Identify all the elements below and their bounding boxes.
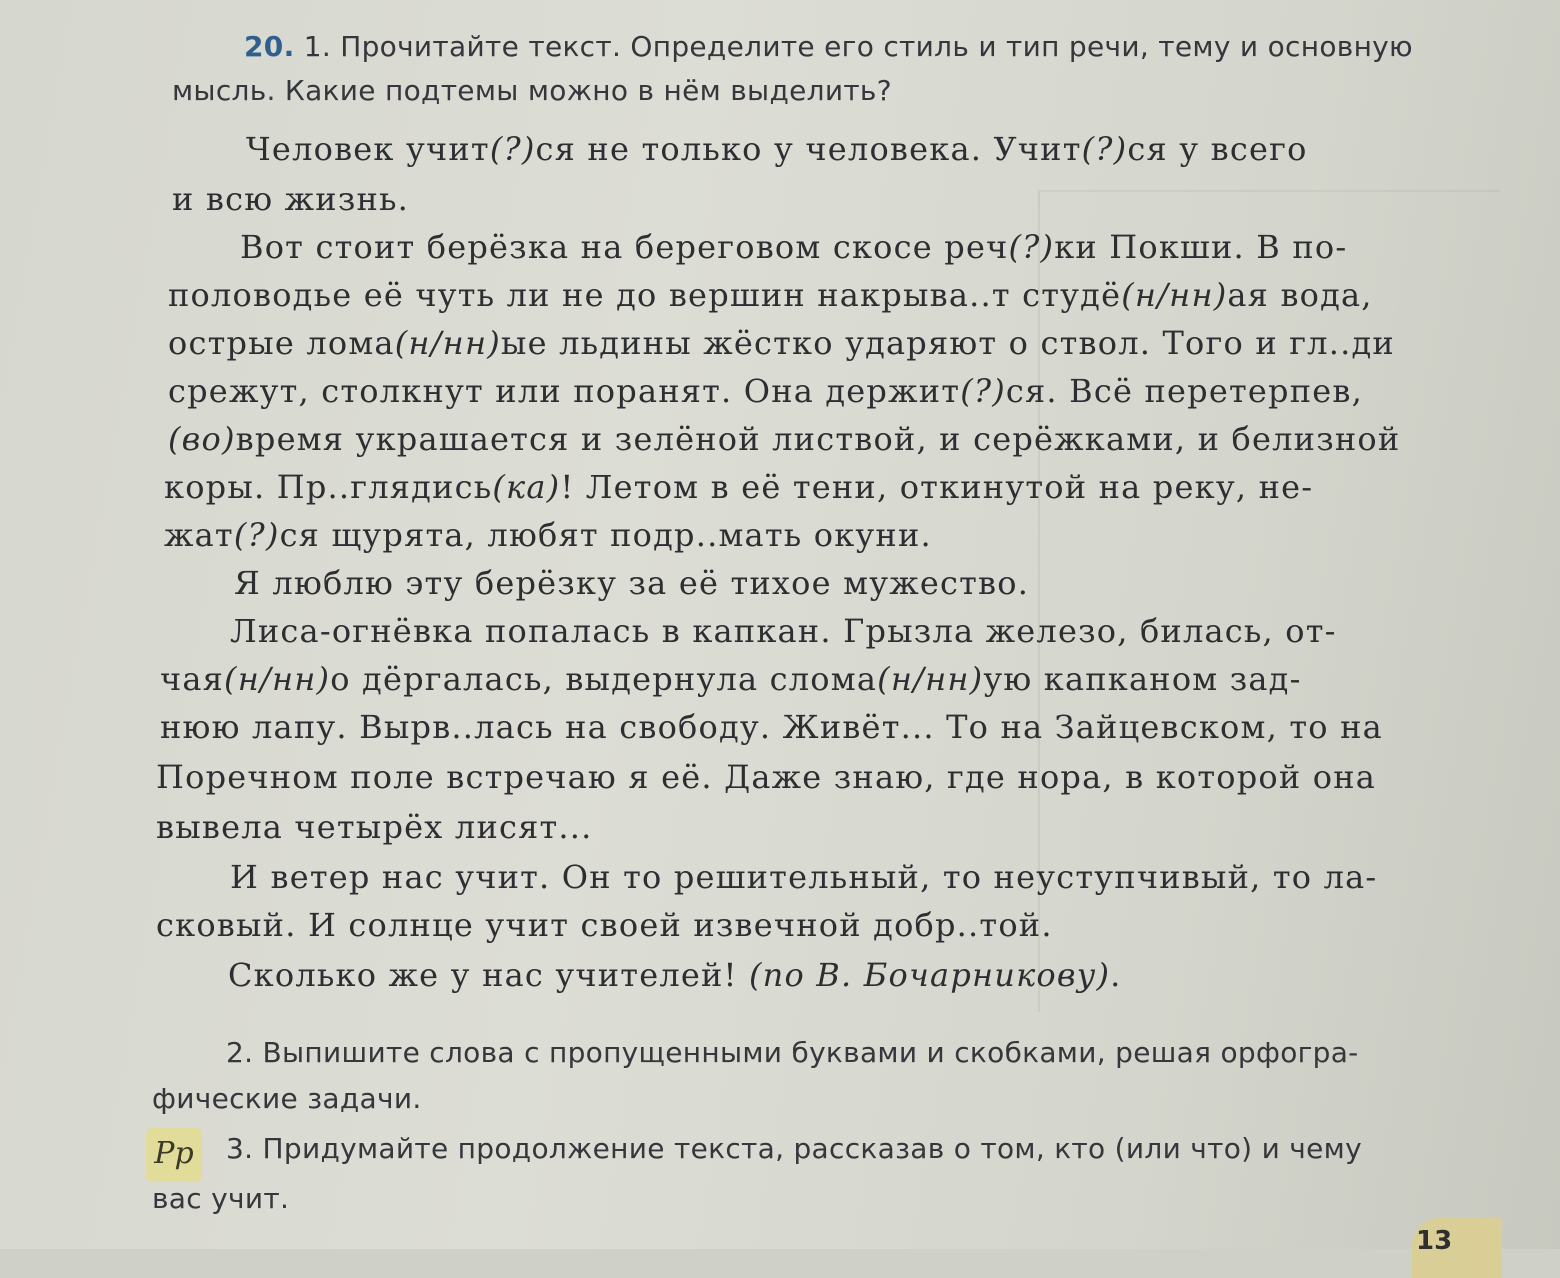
text-line xyxy=(168,372,1488,410)
text-line xyxy=(168,420,1488,458)
text-line xyxy=(230,612,1550,650)
creative-task-icon: Pp xyxy=(146,1128,202,1182)
spelling-hint: (?) xyxy=(1081,130,1128,168)
text-line xyxy=(156,808,1476,846)
spelling-hint: (?) xyxy=(1008,228,1055,266)
text-fragment: . xyxy=(1110,956,1122,994)
text-line xyxy=(230,858,1550,896)
text-fragment: ую капканом зад- xyxy=(983,660,1302,698)
text-fragment: Сколько же у нас учителей! xyxy=(228,956,749,994)
text-fragment: жат xyxy=(164,516,234,554)
spelling-hint: (по В. Бочарникову) xyxy=(748,956,1111,994)
text-line xyxy=(172,180,1492,218)
text-fragment: срежут, столкнут или поранят. Она держит xyxy=(168,372,961,410)
text-fragment: И ветер нас учит. Он то решительный, то неуступчивый, то ла- xyxy=(230,858,1378,896)
text-line xyxy=(240,228,1560,266)
text-line xyxy=(164,516,1484,554)
text-fragment: ся у всего xyxy=(1127,130,1308,168)
text-fragment: нюю лапу. Вырв..лась на свободу. Живёт... То на Зайцевском, то на xyxy=(160,708,1383,746)
task3-line1: 3. Придумайте продолжение текста, рассказав о том, кто (или что) и чему xyxy=(226,1132,1362,1165)
text-fragment: половодье её чуть ли не до вершин накрыва..т студё xyxy=(168,276,1122,314)
text-fragment: Поречном поле встречаю я её. Даже знаю, где нора, в которой она xyxy=(156,758,1377,796)
spelling-hint: (во) xyxy=(168,420,236,458)
text-fragment: ые льдины жёстко ударяют о ствол. Того и гл..ди xyxy=(500,324,1395,362)
text-line xyxy=(156,906,1476,944)
text-fragment: вывела четырёх лисят... xyxy=(156,808,593,846)
spelling-hint: (?) xyxy=(233,516,280,554)
spelling-hint: (н/нн) xyxy=(394,324,501,362)
text-fragment: и всю жизнь. xyxy=(172,180,410,218)
spelling-hint: (н/нн) xyxy=(224,660,331,698)
text-fragment: чая xyxy=(160,660,225,698)
task2-line1: 2. Выпишите слова с пропущенными буквами и скобками, решая орфогра- xyxy=(226,1036,1359,1069)
text-fragment: сковый. И солнце учит своей извечной добр..той. xyxy=(156,906,1053,944)
task1-line1 xyxy=(244,30,1544,63)
task2-line2: фические задачи. xyxy=(152,1082,422,1115)
exercise-number: 20. xyxy=(244,30,295,63)
text-fragment: ая вода, xyxy=(1227,276,1373,314)
text-line xyxy=(156,758,1476,796)
text-line xyxy=(246,130,1560,168)
spelling-hint: (н/нн) xyxy=(877,660,984,698)
text-fragment: Человек учит xyxy=(246,130,490,168)
text-fragment: ся не только у человека. Учит xyxy=(535,130,1082,168)
text-fragment: Я люблю эту берёзку за её тихое мужество. xyxy=(234,564,1030,602)
text-line xyxy=(160,660,1480,698)
text-fragment: ки Покши. В по- xyxy=(1054,228,1348,266)
text-fragment: ! Летом в её тени, откинутой на реку, не- xyxy=(560,468,1314,506)
text-fragment: ся щурята, любят подр..мать окуни. xyxy=(279,516,932,554)
text-line xyxy=(164,468,1484,506)
task3-line2: вас учит. xyxy=(152,1182,290,1215)
text-fragment: Вот стоит берёзка на береговом скосе реч xyxy=(240,228,1009,266)
text-fragment: время украшается и зелёной листвой, и серёжками, и белизной xyxy=(235,420,1401,458)
text-line xyxy=(234,564,1554,602)
task1-text: 1. Прочитайте текст. Определите его стиль и тип речи, тему и основную xyxy=(303,30,1413,63)
text-line xyxy=(160,708,1480,746)
spelling-hint: (?) xyxy=(960,372,1006,410)
text-fragment: ся. Всё перетерпев, xyxy=(1005,372,1363,410)
text-line xyxy=(168,276,1488,314)
text-fragment: о дёргалась, выдернула слома xyxy=(330,660,878,698)
spelling-hint: (ка) xyxy=(492,468,561,506)
text-line xyxy=(168,324,1488,362)
page-number: 13 xyxy=(1412,1218,1502,1278)
task1-line2: мысль. Какие подтемы можно в нём выделить? xyxy=(172,74,892,107)
spelling-hint: (н/нн) xyxy=(1121,276,1228,314)
text-fragment: Лиса-огнёвка попалась в капкан. Грызла железо, билась, от- xyxy=(230,612,1337,650)
text-fragment: коры. Пр..глядись xyxy=(164,468,493,506)
text-fragment: острые лома xyxy=(168,324,395,362)
spelling-hint: (?) xyxy=(489,130,536,168)
text-line xyxy=(228,956,1548,994)
